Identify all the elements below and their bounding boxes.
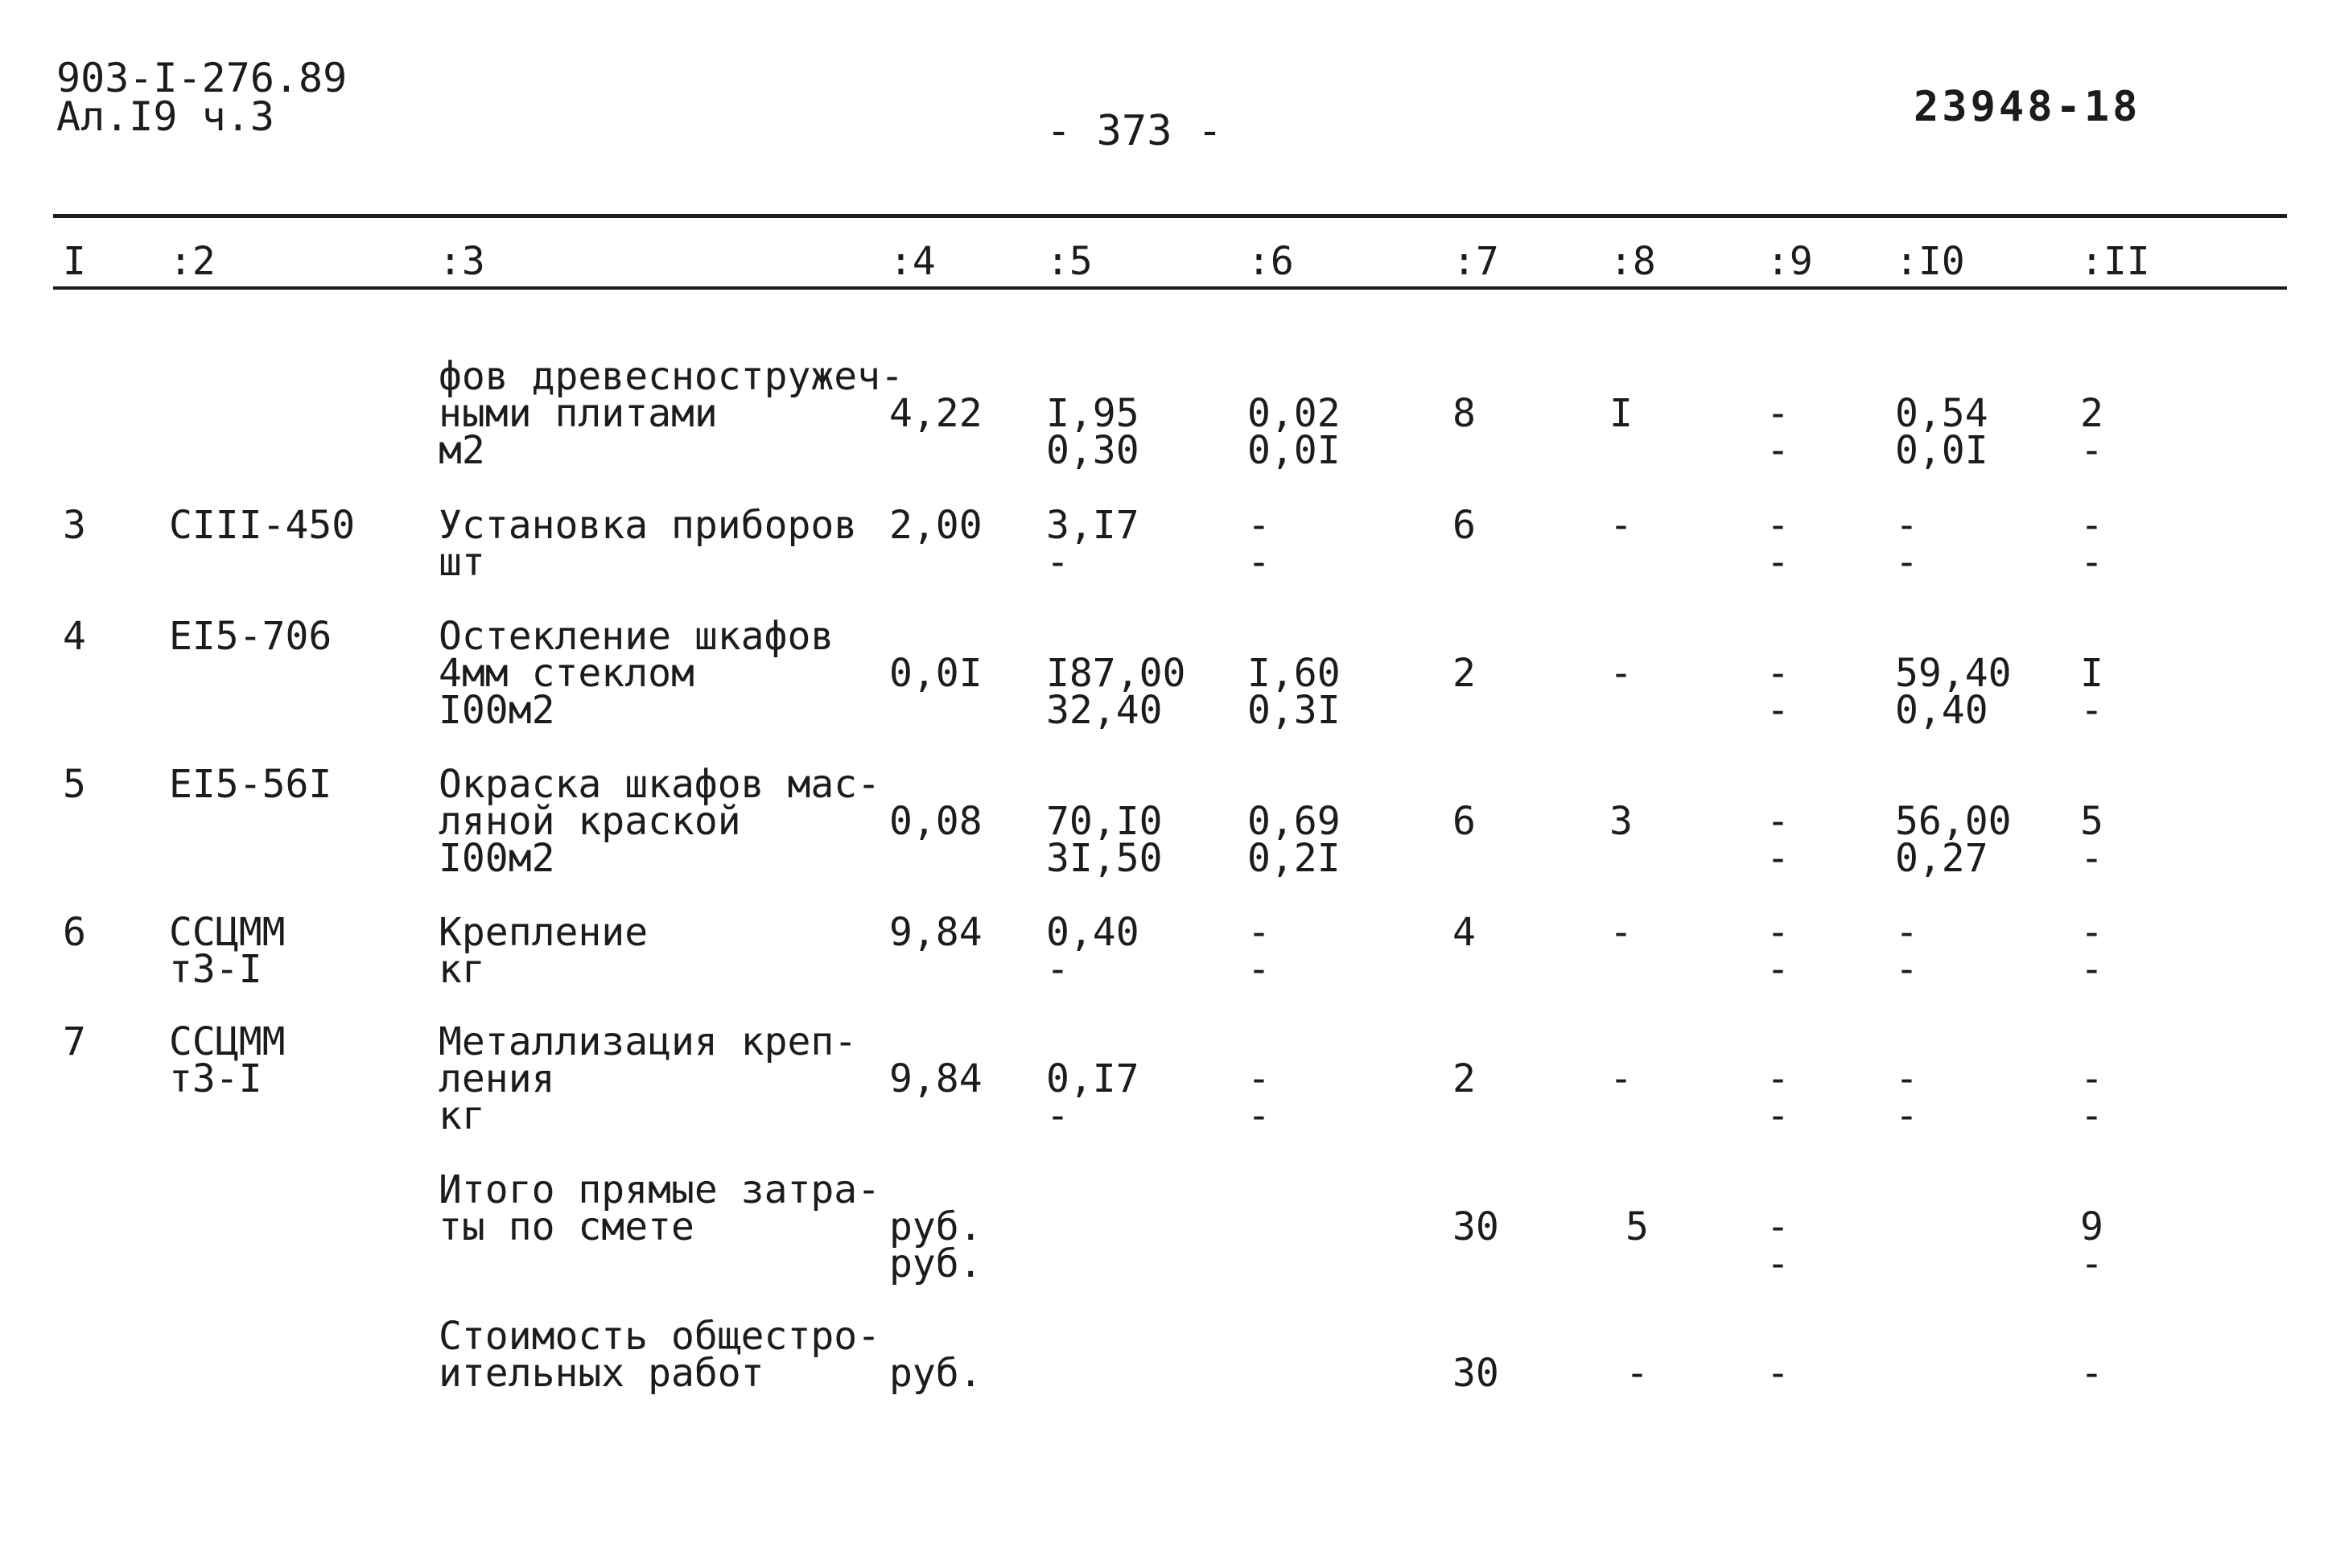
col-9-value: - - <box>1766 651 1790 733</box>
column-header-10: :I0 <box>1895 239 1965 284</box>
labor-total: - - <box>2080 910 2103 992</box>
column-header-4: :4 <box>889 239 936 284</box>
totals-total-cost: 30 <box>1452 1204 1499 1249</box>
wages: - <box>1609 910 1633 955</box>
work-description: фов древесностружеч- ными плитами м2 <box>439 354 904 473</box>
machine-cost: I,60 0,3I <box>1247 651 1341 733</box>
totals-unit: руб. руб. <box>889 1204 983 1286</box>
col-9-value: - - <box>1766 910 1790 992</box>
totals-label: Стоимость общестро- ительных работ <box>439 1314 881 1396</box>
norm-code: ССЦММ т3-I <box>169 910 286 992</box>
col-9-value: - - <box>1766 503 1790 585</box>
col-9-value: - - <box>1766 799 1790 881</box>
row-number: 6 <box>63 910 86 955</box>
column-header-5: :5 <box>1046 239 1093 284</box>
work-description: Окраска шкафов мас- ляной краской I00м2 <box>439 762 881 881</box>
total-cost: 2 <box>1452 651 1476 696</box>
machine-cost: - - <box>1247 1056 1271 1138</box>
machine-cost: - - <box>1247 910 1271 992</box>
labor-cost: - - <box>1895 1056 1918 1138</box>
wages: - <box>1609 1056 1633 1101</box>
wages: 3 <box>1609 799 1633 844</box>
totals-col-9: - - <box>1766 1204 1790 1286</box>
totals-unit: руб. <box>889 1351 983 1396</box>
total-cost: 8 <box>1452 391 1476 436</box>
wages: - <box>1609 651 1633 696</box>
labor-cost: 59,40 0,40 <box>1895 651 2012 733</box>
norm-code: EI5-56I <box>169 762 332 807</box>
work-description: Металлизация креп- ления кг <box>439 1019 858 1138</box>
labor-cost: 0,54 0,0I <box>1895 391 1988 473</box>
labor-cost: - - <box>1895 910 1918 992</box>
totals-label: Итого прямые затра- ты по смете <box>439 1167 881 1249</box>
quantity: 4,22 <box>889 391 983 436</box>
machine-cost: - - <box>1247 503 1271 585</box>
row-number: 7 <box>63 1019 86 1064</box>
col-9-value: - - <box>1766 1056 1790 1138</box>
quantity: 9,84 <box>889 910 983 955</box>
quantity: 0,08 <box>889 799 983 844</box>
row-number: 3 <box>63 503 86 548</box>
quantity: 2,00 <box>889 503 983 548</box>
totals-wages: - <box>1625 1351 1649 1396</box>
column-header-6: :6 <box>1247 239 1294 284</box>
table-top-rule <box>53 214 2287 218</box>
col-9-value: - - <box>1766 391 1790 473</box>
labor-total: 5 - <box>2080 799 2103 881</box>
work-description: Установка приборов шт <box>439 503 858 585</box>
row-number: 4 <box>63 614 86 659</box>
unit-cost: 0,40 - <box>1046 910 1139 992</box>
totals-labor-total: - <box>2080 1351 2103 1396</box>
labor-cost: 56,00 0,27 <box>1895 799 2012 881</box>
norm-code: ССЦММ т3-I <box>169 1019 286 1101</box>
column-header-1: I <box>63 239 86 284</box>
column-header-8: :8 <box>1609 239 1656 284</box>
labor-total: - - <box>2080 503 2103 585</box>
unit-cost: I,95 0,30 <box>1046 391 1139 473</box>
totals-wages: 5 <box>1625 1204 1649 1249</box>
unit-cost: I87,00 32,40 <box>1046 651 1186 733</box>
column-header-3: :3 <box>439 239 485 284</box>
unit-cost: 3,I7 - <box>1046 503 1139 585</box>
column-header-11: :II <box>2080 239 2150 284</box>
wages: I <box>1609 391 1633 436</box>
labor-total: 2 - <box>2080 391 2103 473</box>
unit-cost: 0,I7 - <box>1046 1056 1139 1138</box>
machine-cost: 0,69 0,2I <box>1247 799 1341 881</box>
labor-total: - - <box>2080 1056 2103 1138</box>
quantity: 0,0I <box>889 651 983 696</box>
table-header-rule <box>53 286 2287 290</box>
row-number: 5 <box>63 762 86 807</box>
norm-code: EI5-706 <box>169 614 332 659</box>
totals-col-9: - <box>1766 1351 1790 1396</box>
column-header-2: :2 <box>169 239 216 284</box>
total-cost: 4 <box>1452 910 1476 955</box>
labor-cost: - - <box>1895 503 1918 585</box>
totals-labor-total: 9 - <box>2080 1204 2103 1286</box>
column-header-9: :9 <box>1766 239 1813 284</box>
document-part: Ал.I9 ч.3 <box>56 93 274 140</box>
norm-code: CIII-450 <box>169 503 356 548</box>
quantity: 9,84 <box>889 1056 983 1101</box>
totals-total-cost: 30 <box>1452 1351 1499 1396</box>
total-cost: 2 <box>1452 1056 1476 1101</box>
machine-cost: 0,02 0,0I <box>1247 391 1341 473</box>
page-number: - 373 - <box>1046 107 1223 155</box>
wages: - <box>1609 503 1633 548</box>
unit-cost: 70,I0 3I,50 <box>1046 799 1163 881</box>
column-header-7: :7 <box>1452 239 1499 284</box>
total-cost: 6 <box>1452 799 1476 844</box>
document-code: 903-I-276.89 <box>56 55 348 101</box>
labor-total: I - <box>2080 651 2103 733</box>
total-cost: 6 <box>1452 503 1476 548</box>
document-id: 23948-18 <box>1914 83 2141 131</box>
work-description: Крепление кг <box>439 910 649 992</box>
work-description: Остекление шкафов 4мм стеклом I00м2 <box>439 614 834 733</box>
